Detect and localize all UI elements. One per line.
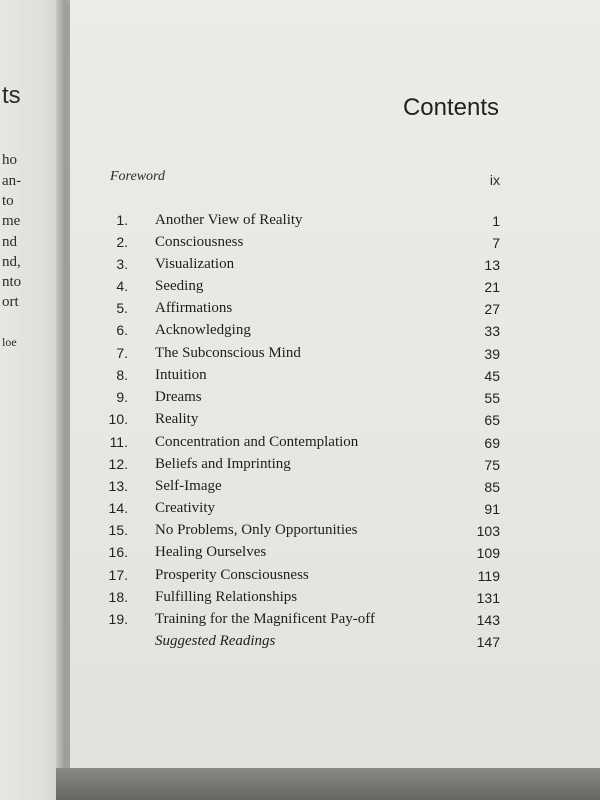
toc-row [0, 589, 600, 611]
toc-entry-page: 109 [476, 545, 500, 561]
toc-row [0, 300, 600, 322]
toc-row [0, 367, 600, 389]
toc-row [0, 456, 600, 478]
toc-entry-page: 91 [484, 501, 500, 517]
toc-entry-page: 39 [484, 346, 500, 362]
toc-entry-number: 3. [116, 256, 128, 272]
left-page-text-line: ho [2, 152, 17, 168]
toc-entry-page: 33 [484, 323, 500, 339]
toc-entry-number: 16. [108, 544, 128, 560]
toc-entry-title: Healing Ourselves [155, 544, 267, 560]
toc-entry-page: 69 [484, 435, 500, 451]
toc-entry-title: Prosperity Consciousness [155, 567, 309, 583]
toc-entry-number: 4. [116, 278, 128, 294]
left-page-text-line: an- [2, 173, 22, 189]
toc-entry-title: Creativity [155, 500, 215, 516]
toc-entry-number: 11. [109, 434, 128, 450]
toc-entry-number: 12. [108, 456, 128, 472]
toc-entry-page: 21 [484, 279, 500, 295]
toc-entry-page: 131 [476, 590, 500, 606]
toc-entry-title: Suggested Readings [155, 633, 276, 649]
toc-row [0, 611, 600, 633]
toc-entry-number: 5. [116, 300, 128, 316]
left-page-text-line: loe [2, 335, 17, 349]
toc-entry-page: 119 [477, 568, 500, 584]
toc-row [0, 478, 600, 500]
toc-row [0, 500, 600, 522]
toc-entry-page: 13 [484, 257, 500, 273]
toc-entry-title: Affirmations [155, 300, 233, 316]
toc-entry-number: 1. [116, 212, 128, 228]
toc-row [0, 389, 600, 411]
toc-entry-number: 2. [116, 234, 128, 250]
toc-row [0, 434, 600, 456]
toc-entry-number: 8. [116, 367, 128, 383]
left-page-text-line: nd, [2, 254, 21, 270]
toc-entry-page: 147 [476, 634, 500, 650]
toc-entry-number: 18. [108, 589, 128, 605]
toc-entry-page: 143 [476, 612, 500, 628]
left-page-text-line: me [2, 213, 21, 229]
left-page-text-line: ort [2, 294, 19, 310]
toc-entry-title: Dreams [155, 389, 202, 405]
toc-entry-title: Fulfilling Relationships [155, 589, 298, 605]
toc-row [0, 278, 600, 300]
toc-row [0, 567, 600, 589]
toc-entry-title: Self-Image [155, 478, 222, 494]
toc-row [0, 544, 600, 566]
left-page-text-line: to [2, 193, 14, 209]
toc-entry-number: 17. [108, 567, 128, 583]
toc-entry-number: 19. [108, 611, 128, 627]
toc-row [0, 212, 600, 234]
toc-row-suggested-readings [0, 633, 600, 655]
contents-heading: Contents [402, 94, 499, 121]
foreword-page: ix [489, 172, 500, 188]
left-page-heading-fragment: ts [2, 82, 21, 109]
toc-row [0, 522, 600, 544]
toc-entry-page: 27 [484, 301, 500, 317]
toc-entry-page: 103 [476, 523, 500, 539]
left-page-text-line: nto [2, 274, 22, 290]
toc-entry-title: Intuition [155, 367, 207, 383]
toc-entry-title: Concentration and Contemplation [155, 434, 359, 450]
toc-entry-number: 9. [116, 389, 128, 405]
toc-entry-page: 7 [492, 235, 500, 251]
toc-entry-page: 75 [484, 457, 500, 473]
toc-row [0, 322, 600, 344]
toc-entry-number: 7. [116, 345, 128, 361]
toc-entry-title: Visualization [155, 256, 235, 272]
toc-entry-number: 6. [116, 322, 128, 338]
foreword-title: Foreword [110, 169, 165, 184]
toc-entry-number: 14. [108, 500, 128, 516]
toc-entry-title: Acknowledging [155, 322, 251, 338]
toc-entry-page: 1 [492, 213, 500, 229]
toc-row [0, 234, 600, 256]
toc-entry-title: The Subconscious Mind [155, 345, 301, 361]
toc-row [0, 411, 600, 433]
toc-entry-title: No Problems, Only Opportunities [155, 522, 358, 538]
toc-entry-page: 55 [484, 390, 500, 406]
toc-row [0, 256, 600, 278]
toc-entry-number: 15. [108, 522, 128, 538]
toc-entry-number: 10. [108, 411, 128, 427]
toc-entry-title: Another View of Reality [155, 212, 303, 228]
toc-entry-title: Seeding [155, 278, 204, 294]
toc-entry-page: 45 [484, 368, 500, 384]
toc-entry-number: 13. [108, 478, 128, 494]
toc-entry-title: Training for the Magnificent Pay-off [155, 611, 375, 627]
toc-entry-title: Reality [155, 411, 199, 427]
toc-row [0, 345, 600, 367]
left-page-text-line: nd [2, 234, 17, 250]
toc-entry-page: 65 [484, 412, 500, 428]
toc-entry-title: Beliefs and Imprinting [155, 456, 291, 472]
toc-entry-title: Consciousness [155, 234, 244, 250]
page-bottom-edge [56, 768, 600, 800]
toc-entry-page: 85 [484, 479, 500, 495]
